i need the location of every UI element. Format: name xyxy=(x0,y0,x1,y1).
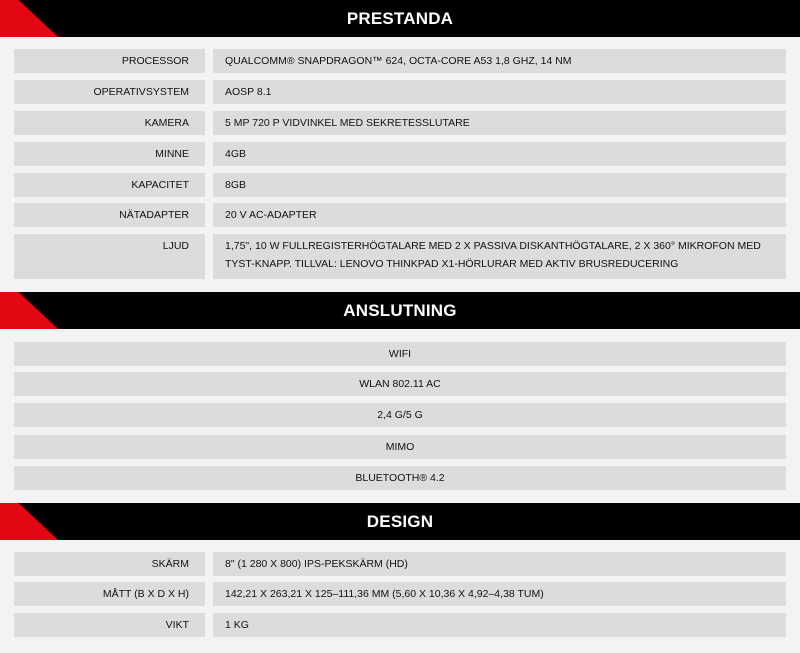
spec-label: SKÄRM xyxy=(14,552,205,576)
spec-label: NÄTADAPTER xyxy=(14,203,205,227)
section-title: DESIGN xyxy=(366,512,434,531)
spec-value: 1 KG xyxy=(213,613,786,637)
spec-value: 8GB xyxy=(213,173,786,197)
spec-label: VIKT xyxy=(14,613,205,637)
spec-value: 5 MP 720 P VIDVINKEL MED SEKRETESSLUTARE xyxy=(213,111,786,135)
spec-value: 4GB xyxy=(213,142,786,166)
spec-value: QUALCOMM® SNAPDRAGON™ 624, OCTA-CORE A53 1,8 GHZ, 14 NM xyxy=(213,49,786,73)
spec-label: MÅTT (B X D X H) xyxy=(14,582,205,606)
spec-value: AOSP 8.1 xyxy=(213,80,786,104)
connectivity-item-wlan: WLAN 802.11 AC xyxy=(14,372,786,396)
section-header-anslutning xyxy=(0,292,800,329)
spec-label: KAMERA xyxy=(14,111,205,135)
spec-label: LJUD xyxy=(14,234,205,279)
section-title: ANSLUTNING xyxy=(343,301,457,320)
section-header-design xyxy=(0,503,800,540)
section-title: PRESTANDA xyxy=(346,9,454,28)
connectivity-item-mimo: MIMO xyxy=(14,435,786,459)
connectivity-item-bluetooth: BLUETOOTH® 4.2 xyxy=(14,466,786,490)
spec-label: KAPACITET xyxy=(14,173,205,197)
connectivity-item-frequency: 2,4 G/5 G xyxy=(14,403,786,427)
connectivity-item-wifi: WIFI xyxy=(14,342,786,366)
spec-value: 8" (1 280 X 800) IPS-PEKSKÄRM (HD) xyxy=(213,552,786,576)
spec-value: 142,21 X 263,21 X 125–111,36 MM (5,60 X 10,36 X 4,92–4,38 TUM) xyxy=(213,582,786,606)
spec-value: 1,75", 10 W FULLREGISTERHÖGTALARE MED 2 X PASSIVA DISKANTHÖGTALARE, 2 X 360° MIKROFON MED TYST-KNAPP. TILLVAL: LENOVO THINKPAD X1-HÖRLURAR MED AKTIV BRUSREDUCERING xyxy=(213,234,786,279)
spec-label: PROCESSOR xyxy=(14,49,205,73)
spec-label: MINNE xyxy=(14,142,205,166)
spec-value: 20 V AC-ADAPTER xyxy=(213,203,786,227)
section-header-prestanda xyxy=(0,0,800,37)
spec-label: OPERATIVSYSTEM xyxy=(14,80,205,104)
